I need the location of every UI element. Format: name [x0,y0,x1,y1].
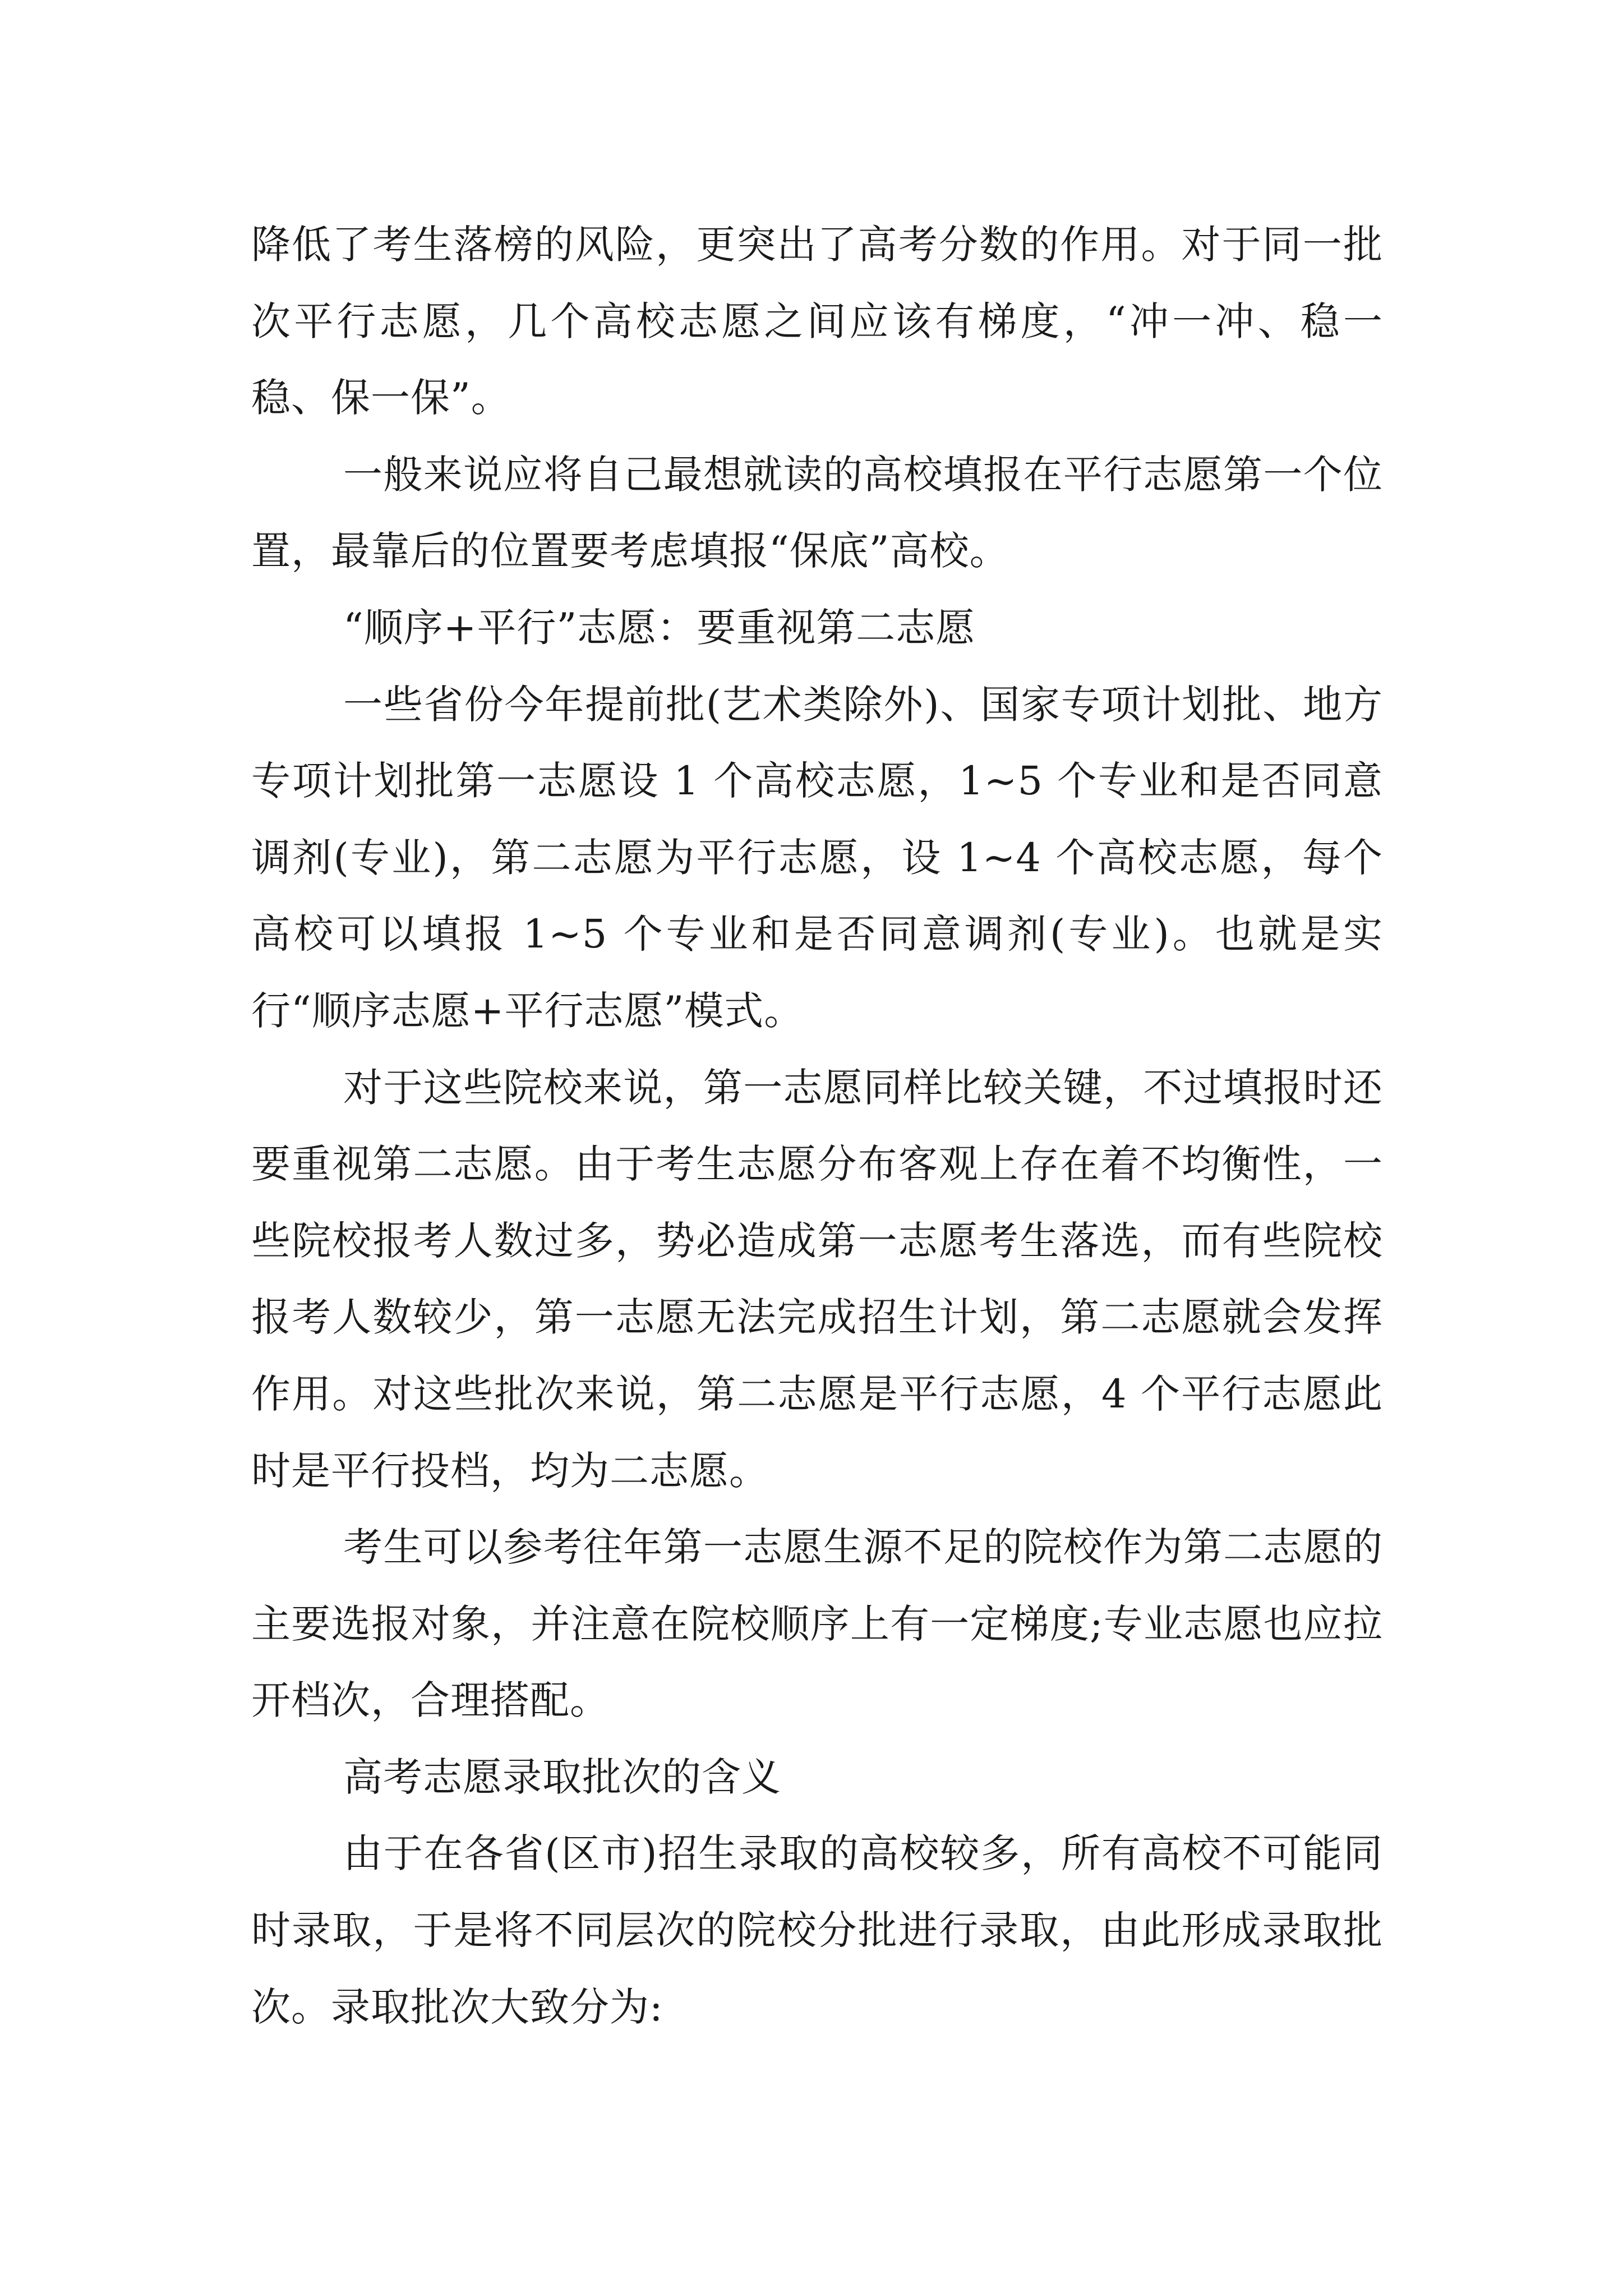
paragraph-1: 降低了考生落榜的风险，更突出了高考分数的作用。对于同一批次平行志愿，几个高校志愿之间应该有梯度，“冲一冲、稳一稳、保一保”。 [251,222,1383,421]
paragraph-6: 由于在各省(区市)招生录取的高校较多，所有高校不可能同时录取，于是将不同层次的院校分批进行录取，由此形成录取批次。录取批次大致分为: [251,1830,1383,2030]
document-body [251,206,1383,2045]
section-heading-2: 高考志愿录取批次的含义 [343,1754,781,1800]
paragraph-2: 一般来说应将自己最想就读的高校填报在平行志愿第一个位置，最靠后的位置要考虑填报“保底”高校。 [251,451,1383,574]
section-heading-1: “顺序+平行”志愿：要重视第二志愿 [343,604,976,651]
paragraph-5: 考生可以参考往年第一志愿生源不足的院校作为第二志愿的主要选报对象，并注意在院校顺序上有一定梯度;专业志愿也应拉开档次，合理搭配。 [251,1524,1383,1724]
paragraph-3: 一些省份今年提前批(艺术类除外)、国家专项计划批、地方专项计划批第一志愿设 1 个高校志愿，1~5 个专业和是否同意调剂(专业)，第二志愿为平行志愿，设 1~4 个高校志愿，每个高校可以填报 1~5 个专业和是否同意调剂(专业)。也就是实行“顺序志愿+平行志愿”模式。 [251,681,1383,1034]
paragraph-4: 对于这些院校来说，第一志愿同样比较关键，不过填报时还要重视第二志愿。由于考生志愿分布客观上存在着不均衡性，一些院校报考人数过多，势必造成第一志愿考生落选，而有些院校报考人数较少，第一志愿无法完成招生计划，第二志愿就会发挥作用。对这些批次来说，第二志愿是平行志愿，4 个平行志愿此时是平行投档，均为二志愿。 [251,1064,1383,1494]
